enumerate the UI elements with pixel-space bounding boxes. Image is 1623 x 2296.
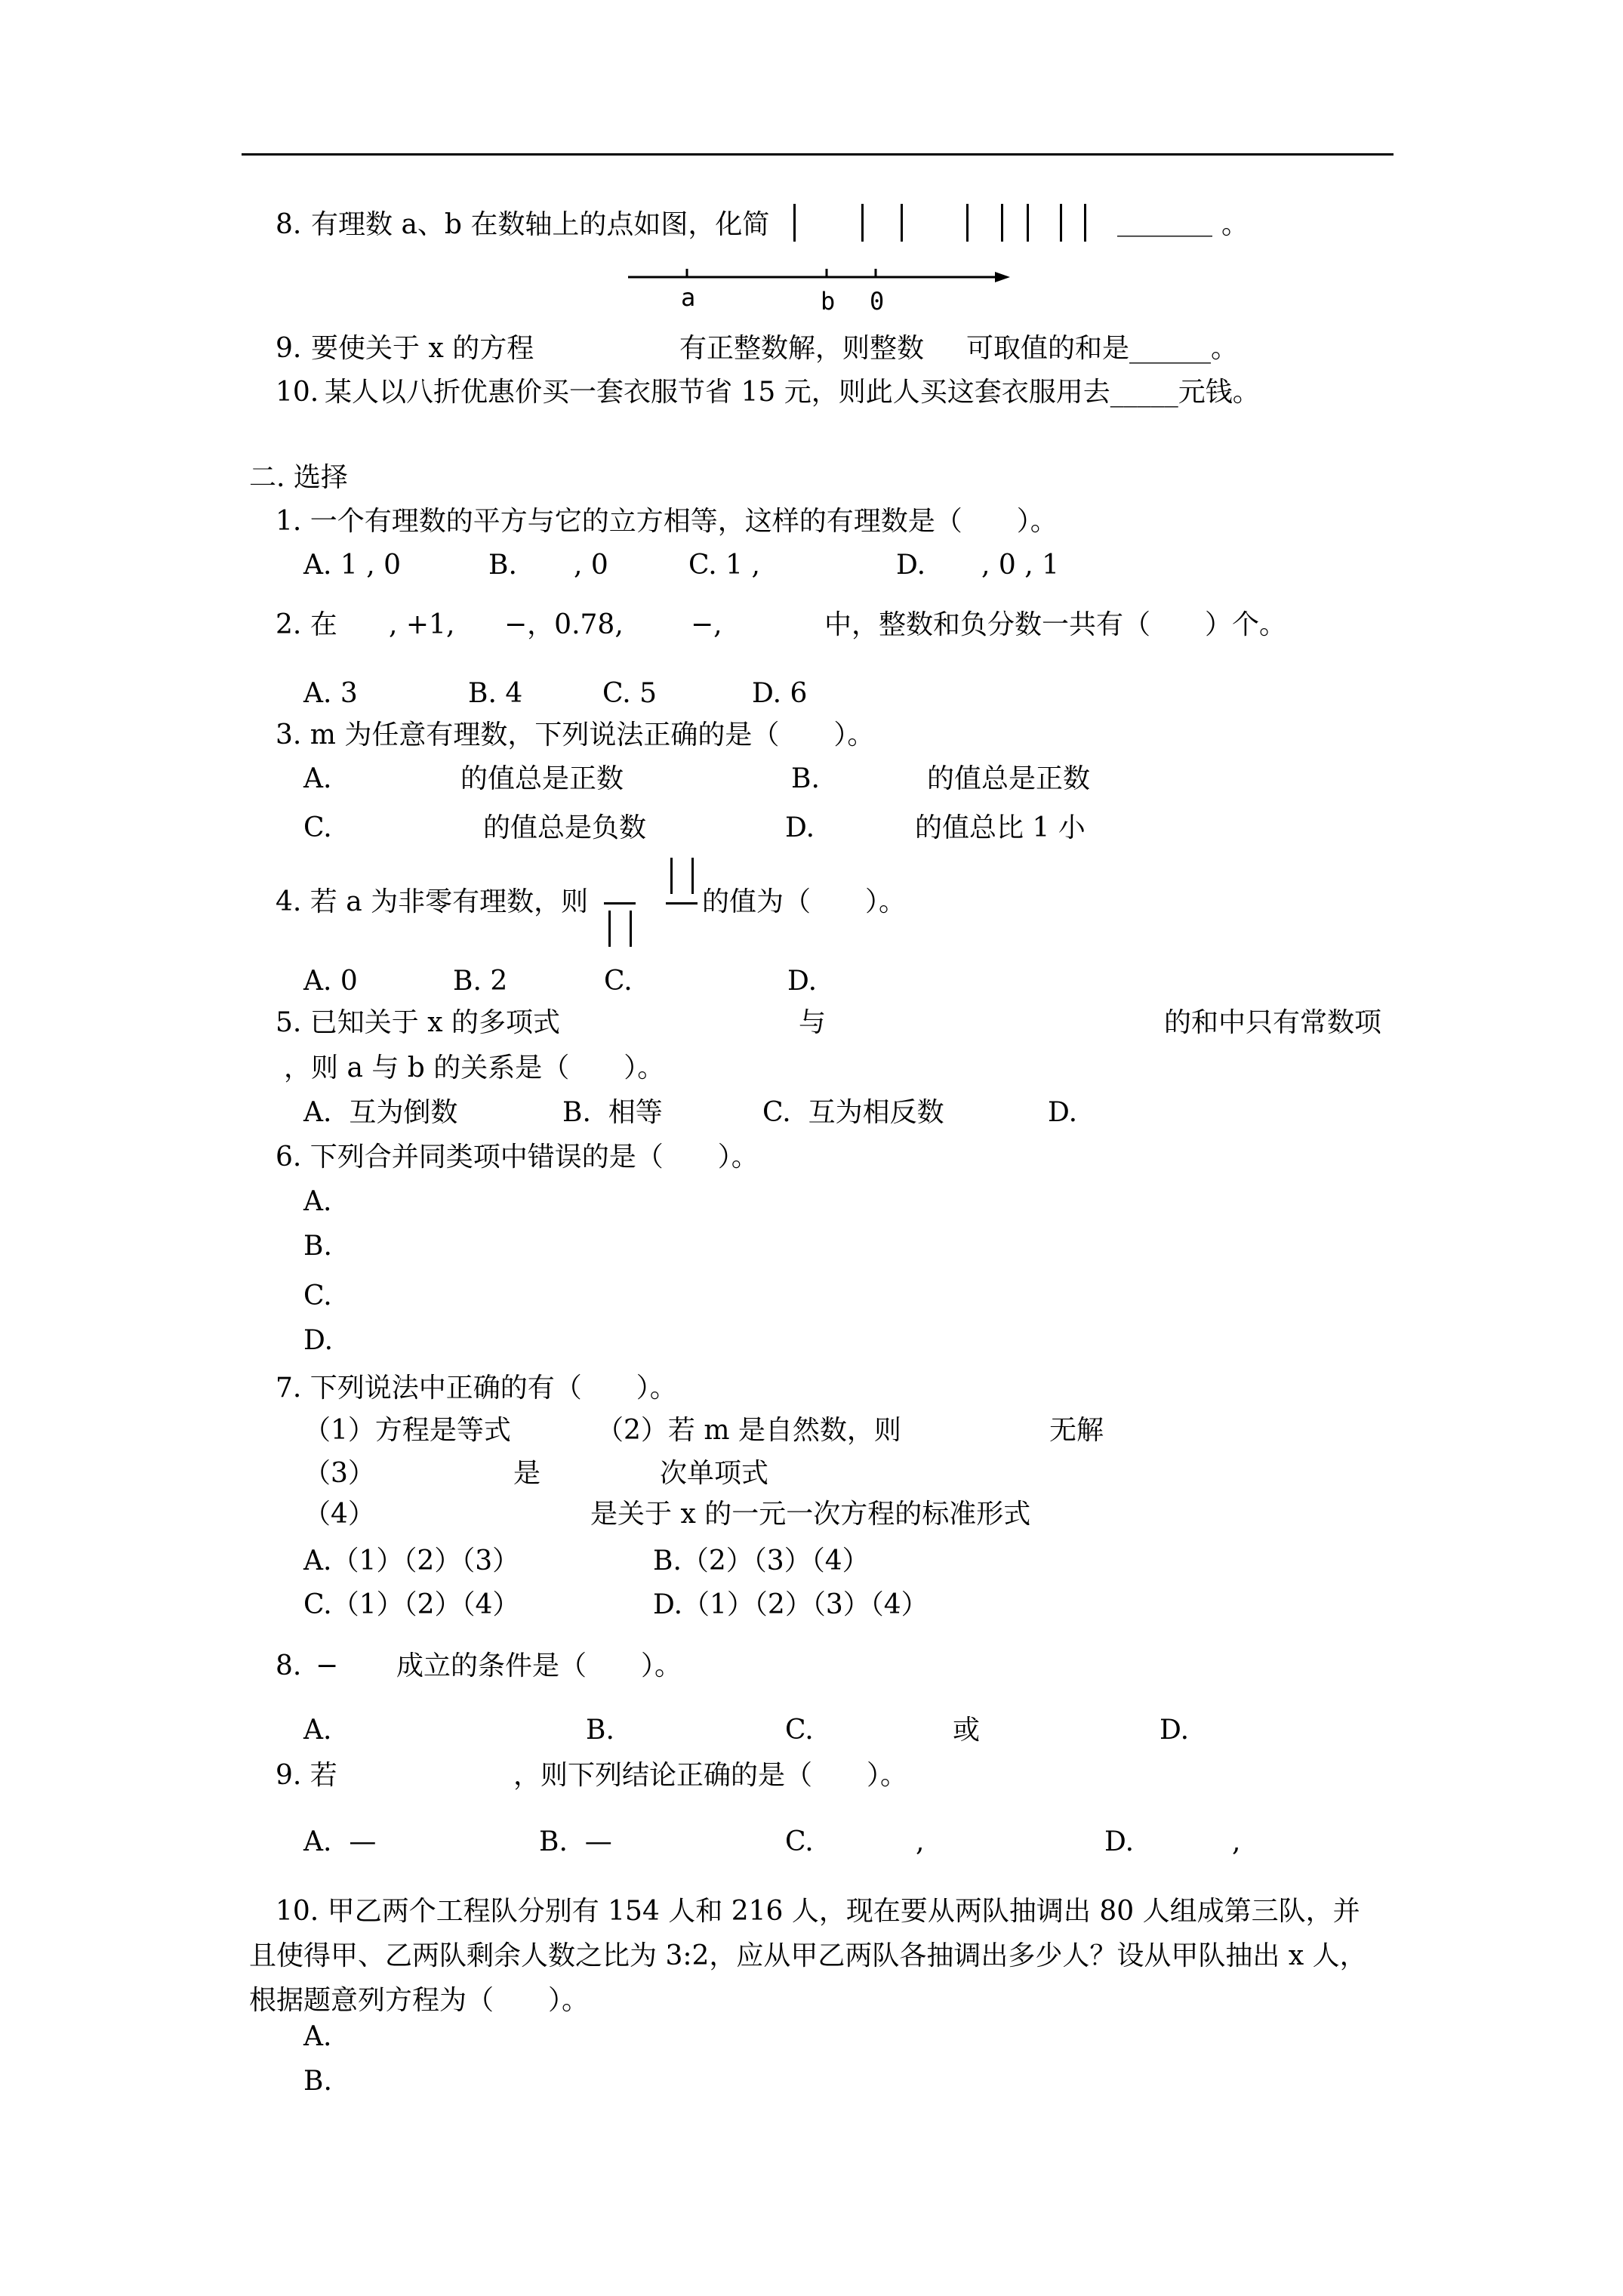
c10-line2: 且使得甲、乙两队剩余人数之比为 3:2，应从甲乙两队各抽调出多少人？设从甲队抽出 x 人，: [249, 1940, 1367, 1971]
c7-option-c: C.（1）（2）（4）: [303, 1589, 520, 1620]
q9-post: 可取值的和是______。: [966, 333, 1239, 364]
c7-statement-3-end: 次单项式: [660, 1458, 769, 1489]
q8-blank: _______: [1117, 206, 1212, 237]
label-b: b: [821, 287, 836, 316]
c5-option-b: B. 相等: [562, 1097, 663, 1128]
c4-option-a: A. 0: [303, 966, 358, 997]
c7-statement-1: （1）方程是等式: [303, 1415, 511, 1446]
c8-or: 或: [953, 1715, 981, 1746]
c9-pre: 9. 若: [276, 1760, 337, 1791]
c7-statement-4-end: 是关于 x 的一元一次方程的标准形式: [590, 1499, 1031, 1530]
c2-part3: −,: [691, 609, 722, 640]
c10-line3: 根据题意列方程为（ ）。: [249, 1985, 590, 2016]
c3-stem: 3. m 为任意有理数，下列说法正确的是（ ）。: [276, 720, 875, 750]
c7-stem: 7. 下列说法中正确的有（ ）。: [276, 1373, 677, 1404]
abs-bar: [630, 911, 632, 947]
q8-number: 8.: [276, 209, 302, 240]
c9-option-c-comma: ,: [916, 1826, 925, 1857]
c4-option-d: D.: [787, 966, 818, 997]
abs-bar: [1060, 204, 1062, 242]
c4-post: 的值为（ ）。: [702, 886, 907, 917]
fraction-bar: [604, 902, 636, 905]
c7-option-d: D.（1）（2）（3）（4）: [653, 1589, 929, 1620]
c5-line2: ，则 a 与 b 的关系是（ ）。: [284, 1052, 665, 1083]
c1-option-b: B.: [488, 550, 517, 581]
c2-part2: −，0.78,: [504, 609, 624, 640]
c4-pre: 4. 若 a 为非零有理数，则: [276, 886, 589, 917]
c8-option-c: C.: [785, 1715, 814, 1746]
c2-option-b: B. 4: [468, 678, 523, 709]
c7-statement-2: （2）若 m 是自然数，则: [596, 1415, 901, 1446]
c7-statement-4: （4）: [303, 1499, 375, 1530]
c2-part4: 中，整数和负分数一共有（ ）个。: [824, 609, 1287, 640]
c3-option-d-rest: 的值总比 1 小: [915, 812, 1086, 843]
abs-bar: [691, 858, 694, 894]
c9-post: ，则下列结论正确的是（ ）。: [513, 1760, 908, 1791]
section-title: 二. 选择: [249, 462, 348, 493]
c7-statement-3: （3）: [303, 1458, 375, 1489]
c6-option-d: D.: [303, 1325, 334, 1356]
c8-post: 成立的条件是（ ）。: [396, 1650, 682, 1681]
abs-bar: [861, 204, 864, 242]
abs-bar: [966, 204, 969, 242]
c9-option-a: A. —: [303, 1826, 377, 1857]
q9-pre: 要使关于 x 的方程: [311, 333, 534, 364]
abs-bar: [1027, 204, 1029, 242]
q9-number: 9.: [276, 333, 302, 364]
axis-arrow-icon: [995, 272, 1010, 282]
abs-bar: [1001, 204, 1003, 242]
c10-option-b: B.: [303, 2066, 332, 2097]
c3-option-a: A.: [303, 763, 332, 794]
q10-number: 10.: [276, 377, 319, 408]
c6-stem: 6. 下列合并同类项中错误的是（ ）。: [276, 1142, 759, 1173]
c1-stem: 1. 一个有理数的平方与它的立方相等，这样的有理数是（ ）。: [276, 506, 1058, 537]
c2-option-d: D. 6: [752, 678, 808, 709]
c1-option-d-rest: , 0 , 1: [981, 550, 1060, 581]
q9-mid: 有正整数解，则整数: [679, 333, 925, 364]
c7-option-b: B.（2）（3）（4）: [653, 1546, 870, 1576]
c3-option-b: B.: [791, 763, 820, 794]
fraction-bar: [666, 902, 698, 905]
c9-option-b: B. —: [539, 1826, 612, 1857]
c5-mid: 与: [799, 1007, 827, 1038]
c3-option-a-rest: 的值总是正数: [460, 763, 624, 794]
c1-option-c: C. 1 ,: [688, 550, 760, 581]
abs-bar: [670, 858, 673, 894]
c3-option-d: D.: [785, 812, 815, 843]
c10-line1: 10. 甲乙两个工程队分别有 154 人和 216 人，现在要从两队抽调出 80 人组成第三队，并: [276, 1896, 1360, 1927]
c8-dash: −: [316, 1650, 339, 1681]
c4-option-b: B. 2: [453, 966, 508, 997]
c2-option-c: C. 5: [602, 678, 658, 709]
header-rule: [242, 153, 1394, 156]
abs-bar: [608, 911, 611, 947]
c7-option-a: A.（1）（2）（3）: [303, 1546, 520, 1576]
label-a: a: [681, 283, 696, 312]
abs-bar: [901, 204, 903, 242]
c9-option-c: C.: [785, 1826, 814, 1857]
c3-option-c-rest: 的值总是负数: [483, 812, 647, 843]
q10-text: 某人以八折优惠价买一套衣服节省 15 元，则此人买这套衣服用去_____元钱。: [325, 377, 1260, 408]
abs-bar: [1084, 204, 1086, 242]
label-0: 0: [870, 287, 885, 316]
c8-number: 8.: [276, 1650, 302, 1681]
c8-option-a: A.: [303, 1715, 332, 1746]
c6-option-a: A.: [303, 1186, 332, 1217]
c10-option-a: A.: [303, 2021, 332, 2052]
c1-option-d: D.: [896, 550, 926, 581]
c2-number: 2. 在: [276, 609, 337, 640]
c7-statement-3-mid: 是: [513, 1458, 541, 1489]
c1-option-b-rest: , 0: [574, 550, 608, 581]
q8-end: 。: [1221, 209, 1249, 240]
c6-option-c: C.: [303, 1281, 332, 1311]
c5-option-a: A. 互为倒数: [303, 1097, 458, 1128]
c5-option-c: C. 互为相反数: [762, 1097, 944, 1128]
c5-post: 的和中只有常数项: [1164, 1007, 1382, 1038]
c7-statement-2-end: 无解: [1049, 1415, 1104, 1446]
abs-bar: [793, 204, 796, 242]
c9-option-d: D.: [1104, 1826, 1135, 1857]
c9-option-d-comma: ,: [1232, 1826, 1241, 1857]
c2-option-a: A. 3: [303, 678, 358, 709]
c1-option-a: A. 1 , 0: [303, 550, 402, 581]
number-line-figure: [619, 257, 1012, 317]
c3-option-c: C.: [303, 812, 332, 843]
c3-option-b-rest: 的值总是正数: [927, 763, 1091, 794]
c5-option-d: D.: [1048, 1097, 1078, 1128]
c6-option-b: B.: [303, 1231, 332, 1262]
c2-part1: , +1,: [389, 609, 455, 640]
c8-option-d: D.: [1160, 1715, 1190, 1746]
c8-option-b: B.: [586, 1715, 614, 1746]
c5-pre: 5. 已知关于 x 的多项式: [276, 1007, 560, 1038]
q8-text: 有理数 a、b 在数轴上的点如图，化简: [311, 209, 770, 240]
c4-option-c: C.: [604, 966, 633, 997]
